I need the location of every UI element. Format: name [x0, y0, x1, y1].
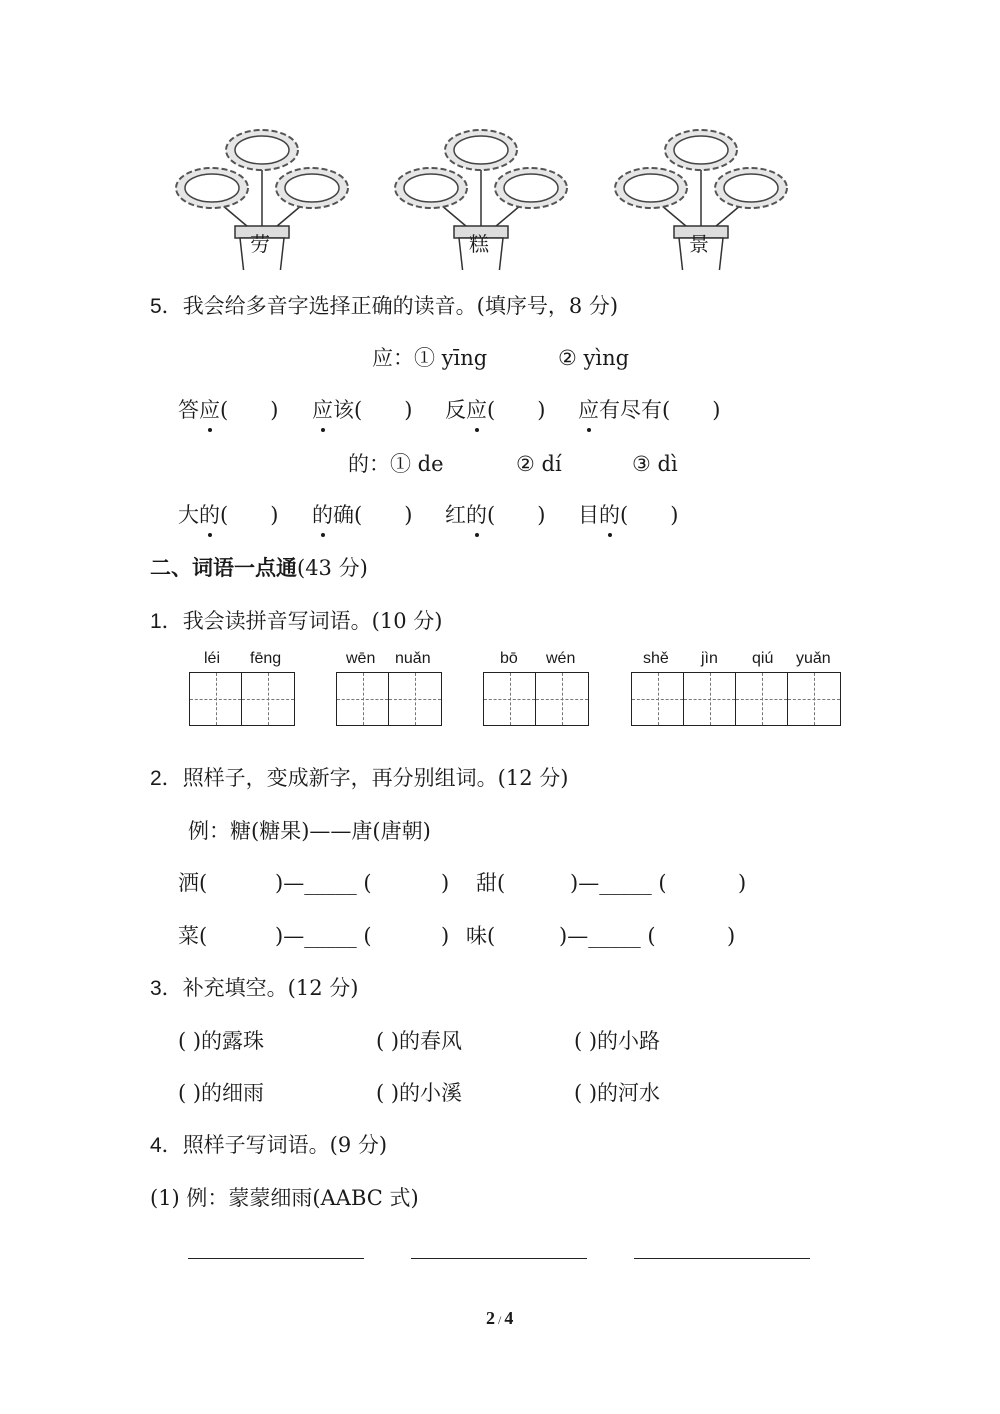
q5-de-item-4: [578, 501, 678, 529]
de-option-3: ③ dì: [632, 452, 678, 476]
ying-label: 应：: [372, 346, 414, 370]
pinyin-label: bō: [500, 650, 518, 667]
answer-blank-close: ): [441, 924, 450, 948]
answer-blank-close: ): [727, 924, 736, 948]
pinyin-label: fēng: [250, 650, 282, 667]
pinyin-label: wēn: [346, 650, 376, 667]
item-suffix: 确: [333, 503, 354, 527]
q5-title: 我会给多音字选择正确的读音。(填序号，8 分): [182, 294, 619, 318]
char-prompt: 甜(: [476, 871, 506, 895]
answer-blank[interactable]: ( ): [220, 503, 279, 527]
answer-blank[interactable]: )—_____ (: [570, 871, 667, 895]
writing-grid-1[interactable]: [189, 672, 295, 726]
pinyin-label: yuǎn: [796, 650, 831, 667]
writing-cell[interactable]: [389, 673, 441, 725]
answer-blank[interactable]: ( ): [620, 503, 679, 527]
answer-blank[interactable]: )—_____ (: [275, 871, 372, 895]
writing-cell[interactable]: [242, 673, 294, 725]
writing-cell[interactable]: [536, 673, 588, 725]
item-prefix: 大: [178, 503, 199, 527]
dotted-char: 应: [312, 398, 333, 422]
writing-cell[interactable]: [484, 673, 536, 725]
answer-blank[interactable]: ( ): [487, 503, 546, 527]
fill-phrase[interactable]: ( )的春风: [376, 1029, 463, 1053]
s2q3-title: 补充填空。(12 分): [182, 976, 359, 1000]
writing-cell[interactable]: [684, 673, 736, 725]
pot-char-3: 景: [689, 232, 709, 256]
flower-pots-illustration: [0, 0, 1000, 270]
answer-blank[interactable]: ( ): [487, 398, 546, 422]
page-number: [486, 1308, 513, 1329]
s2q4-number: 4．: [150, 1134, 183, 1157]
writing-grid-3[interactable]: [483, 672, 589, 726]
fill-phrase[interactable]: ( )的小路: [574, 1029, 661, 1053]
s2q2-row-2: [178, 922, 778, 950]
dotted-char: 的: [599, 503, 620, 527]
fill-phrase[interactable]: ( )的细雨: [178, 1081, 265, 1105]
q5-number: 5．: [150, 295, 183, 318]
writing-cell[interactable]: [632, 673, 684, 725]
answer-blank-close: ): [441, 871, 450, 895]
s2q2-example: 例：糖(糖果)——唐(唐朝): [188, 819, 431, 843]
page-separator: /: [498, 1313, 502, 1327]
item-suffix: 该: [333, 398, 354, 422]
fill-phrase[interactable]: ( )的小溪: [376, 1081, 463, 1105]
answer-blank[interactable]: ( ): [662, 398, 721, 422]
pinyin-label: nuǎn: [395, 650, 431, 667]
writing-grid-2[interactable]: [336, 672, 442, 726]
pinyin-writing-area: [0, 650, 1000, 730]
section-2-heading: [150, 554, 368, 582]
writing-grid-4[interactable]: [631, 672, 841, 726]
s2q1-heading: [150, 607, 442, 636]
de-option-1: ① de: [390, 452, 444, 476]
dotted-char: 应: [199, 398, 220, 422]
q5-ying-item-2: [312, 396, 412, 424]
dotted-char: 的: [199, 503, 220, 527]
s2q3-number: 3．: [150, 977, 183, 1000]
dotted-char: 的: [466, 503, 487, 527]
dotted-char: 应: [578, 398, 599, 422]
section-2-title: 二、词语一点通: [150, 555, 297, 580]
answer-line-3[interactable]: [634, 1258, 810, 1259]
writing-cell[interactable]: [788, 673, 840, 725]
s2q4-title: 照样子写词语。(9 分): [182, 1133, 388, 1157]
pinyin-label: shě: [643, 650, 669, 667]
s2q2-number: 2．: [150, 767, 183, 790]
s2q4-heading: [150, 1131, 387, 1160]
item-suffix: 有尽有: [599, 398, 662, 422]
q5-de-item-3: [445, 501, 545, 529]
answer-blank[interactable]: ( ): [220, 398, 279, 422]
s2q2-title: 照样子，变成新字，再分别组词。(12 分): [182, 766, 569, 790]
item-prefix: 红: [445, 503, 466, 527]
writing-cell[interactable]: [190, 673, 242, 725]
de-label: 的：: [348, 452, 390, 476]
answer-blank-close: ): [738, 871, 747, 895]
q5-de-item-1: [178, 501, 278, 529]
answer-blank[interactable]: )—_____ (: [559, 924, 656, 948]
s2q2-row-1: [178, 869, 778, 897]
pinyin-label: léi: [204, 650, 221, 667]
s2q3-heading: [150, 974, 358, 1003]
s2q1-number: 1．: [150, 610, 183, 633]
ying-option-1: ① yīng: [414, 346, 488, 370]
item-prefix: 答: [178, 398, 199, 422]
s2q3-row-2: [178, 1079, 798, 1107]
s2q2-heading: [150, 764, 568, 793]
answer-blank[interactable]: ( ): [354, 503, 413, 527]
total-pages: 4: [504, 1308, 514, 1328]
fill-phrase[interactable]: ( )的露珠: [178, 1029, 265, 1053]
ying-option-2: ② yìng: [558, 346, 630, 370]
fill-phrase[interactable]: ( )的河水: [574, 1081, 661, 1105]
q5-ying-item-1: [178, 396, 278, 424]
pinyin-label: jìn: [701, 650, 718, 667]
s2q1-title: 我会读拼音写词语。(10 分): [182, 609, 443, 633]
q5-ying-item-4: [578, 396, 720, 424]
pinyin-label: qiú: [752, 650, 774, 667]
q5-heading: [150, 292, 618, 321]
s2q3-row-1: [178, 1027, 798, 1055]
writing-cell[interactable]: [736, 673, 788, 725]
pot-char-1: 劳: [250, 232, 270, 256]
q5-ying-options: [372, 344, 630, 372]
q5-de-options: [348, 450, 678, 478]
section-2-score: (43 分): [297, 556, 368, 580]
s2q4-sub1: (1) 例：蒙蒙细雨(AABC 式): [150, 1186, 419, 1210]
q5-de-item-2: [312, 501, 412, 529]
q5-ying-item-3: [445, 396, 545, 424]
dotted-char: 的: [312, 503, 333, 527]
answer-blank[interactable]: )—_____ (: [275, 924, 372, 948]
answer-line-1[interactable]: [188, 1258, 364, 1259]
dotted-char: 应: [466, 398, 487, 422]
answer-line-2[interactable]: [411, 1258, 587, 1259]
item-prefix: 反: [445, 398, 466, 422]
char-prompt: 菜(: [178, 924, 208, 948]
pot-char-2: 糕: [469, 232, 489, 256]
writing-cell[interactable]: [337, 673, 389, 725]
pinyin-label: wén: [546, 650, 576, 667]
char-prompt: 味(: [466, 924, 496, 948]
item-prefix: 目: [578, 503, 599, 527]
answer-blank[interactable]: ( ): [354, 398, 413, 422]
current-page: 2: [486, 1308, 495, 1328]
char-prompt: 洒(: [178, 871, 208, 895]
de-option-2: ② dí: [516, 452, 562, 476]
